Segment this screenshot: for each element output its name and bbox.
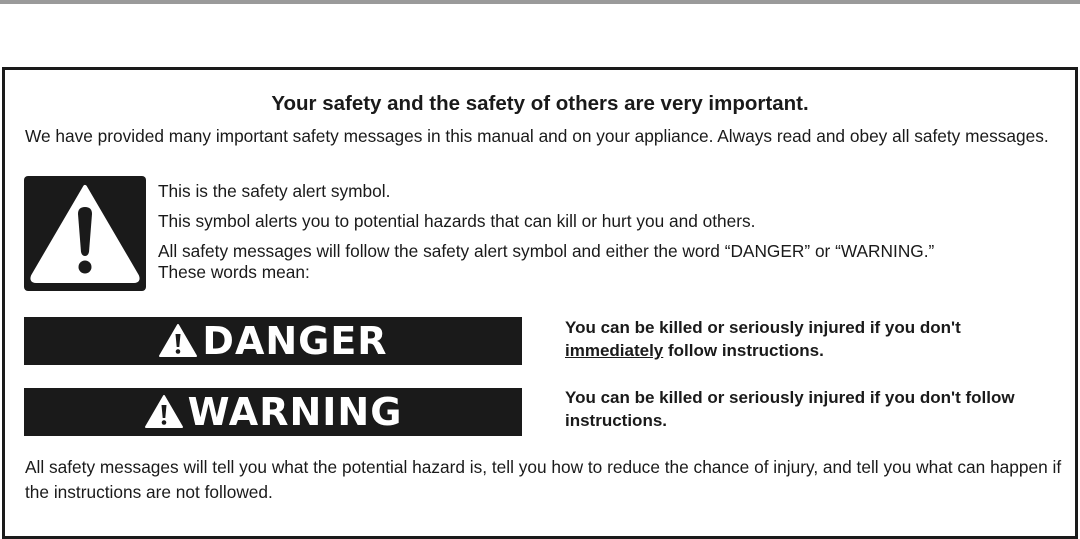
danger-meaning [565,316,1055,362]
symbol-line-1: This is the safety alert symbol. [158,181,391,201]
danger-meaning-emphasis: immediately [565,341,664,360]
symbol-line-2: This symbol alerts you to potential hazards that can kill or hurt you and others. [158,211,756,231]
danger-signal-box [24,317,522,365]
warning-signal-box [24,388,522,436]
danger-label: DANGER [202,319,388,363]
safety-alert-symbol [24,176,146,291]
intro-paragraph: We have provided many important safety messages in this manual and on your appliance. Always read and obey all safety messages. [25,126,1049,146]
small-exclamation-triangle-icon [144,394,184,430]
exclamation-triangle-icon [24,176,146,291]
danger-meaning-part1: You can be killed or seriously injured if you don't [565,318,961,337]
danger-meaning-part2: follow instructions. [668,341,824,360]
safety-notice-panel [2,67,1078,539]
safety-title: Your safety and the safety of others are very important. [271,92,809,115]
closing-paragraph: All safety messages will tell you what the potential hazard is, tell you how to reduce the chance of injury, and tell you what can happen if the instructions are not followed. [25,457,1062,502]
small-exclamation-triangle-icon [158,323,198,359]
warning-label: WARNING [187,390,403,434]
warning-meaning: You can be killed or seriously injured if you don't follow instructions. [565,388,1015,430]
symbol-line-3: All safety messages will follow the safety alert symbol and either the word “DANGER” or “WARNING.” These words mean: [158,241,935,282]
top-rule [0,0,1080,4]
